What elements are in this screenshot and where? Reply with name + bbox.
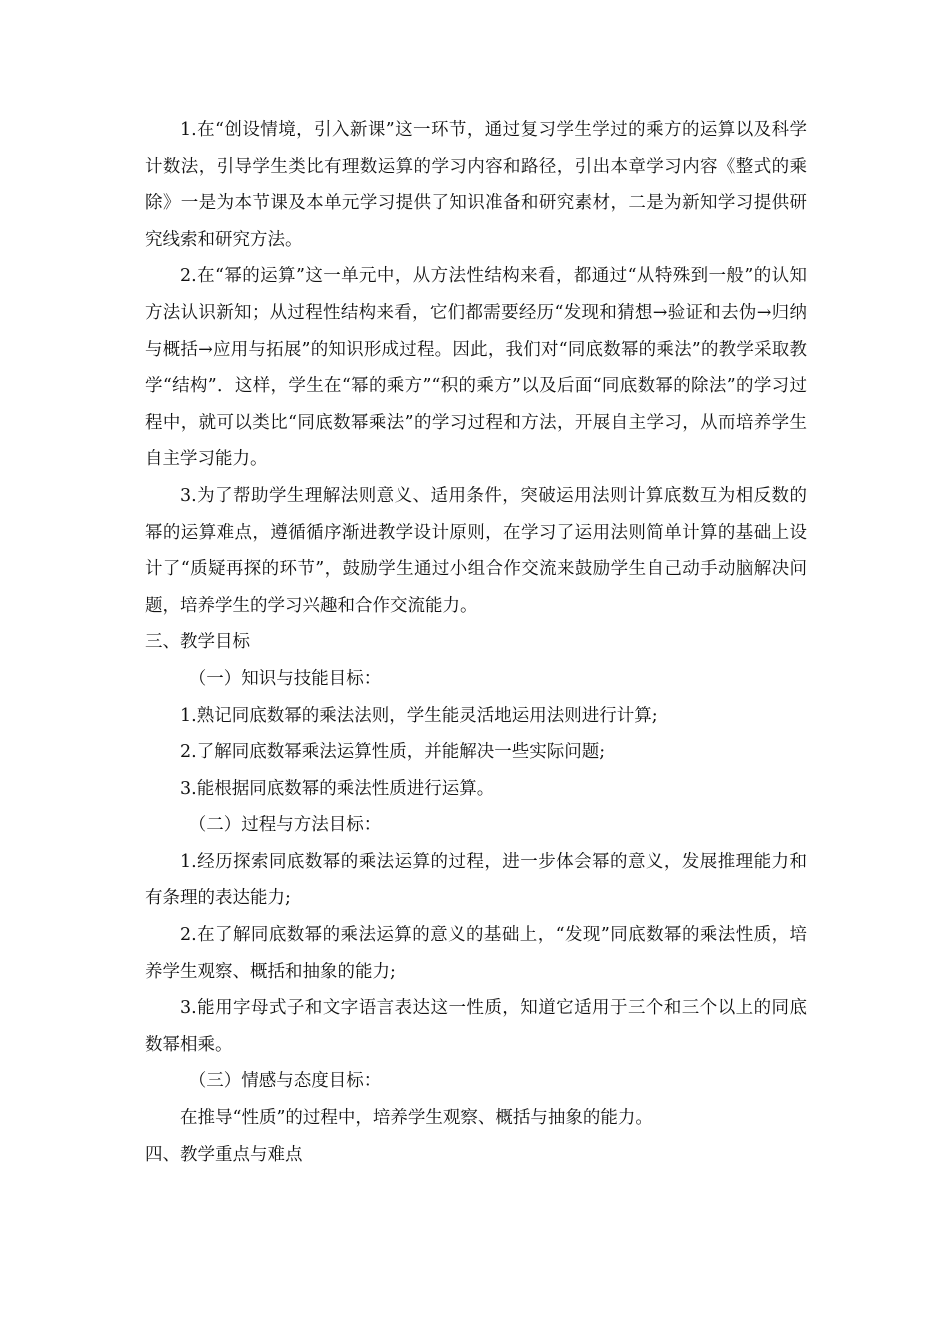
- goal-item: 在推导“性质”的过程中，培养学生观察、概括与抽象的能力。: [180, 1108, 653, 1129]
- paragraph-2: 2.在“幂的运算”这一单元中，从方法性结构来看，都通过“从特殊到一般”的认知方法认识新知；从过程性结构来看，它们都需要经历“发现和猜想→验证和去伪→归纳与概括→应用与拓展”的知识形成过程。因此，我们对“同底数幂的乘法”的教学采取教学“结构”．这样，学生在“幂的乘方”“积的乘方”以及后面“同底数幂的除法”的学习过程中，就可以类比“同底数幂乘法”的学习过程和方法，开展自主学习，从而培养学生自主学习能力。: [145, 266, 807, 470]
- goal-item: 2.了解同底数幂乘法运算性质，并能解决一些实际问题;: [180, 742, 606, 763]
- subheading-emotion-attitude: （三）情感与态度目标：: [188, 1071, 382, 1092]
- goal-item: 1.经历探索同底数幂的乘法运算的过程，进一步体会幂的意义，发展推理能力和有条理的表达能力;: [145, 851, 807, 909]
- paragraph-1: 1.在“创设情境，引入新课”这一环节，通过复习学生学过的乘方的运算以及科学计数法，引导学生类比有理数运算的学习内容和路径，引出本章学习内容《整式的乘除》一是为本节课及本单元学习提供了知识准备和研究素材，二是为新知学习提供研究线索和研究方法。: [145, 120, 807, 250]
- section-heading-teaching-goals: 三、教学目标: [145, 632, 250, 653]
- subheading-process-methods: （二）过程与方法目标：: [188, 815, 382, 836]
- goal-item: 3.能用字母式子和文字语言表达这一性质，知道它适用于三个和三个以上的同底数幂相乘。: [145, 998, 807, 1055]
- document-body: [145, 112, 807, 1173]
- goal-item: 2.在了解同底数幂的乘法运算的意义的基础上，“发现”同底数幂的乘法性质，培养学生观察、概括和抽象的能力;: [145, 925, 807, 982]
- paragraph-3: 3.为了帮助学生理解法则意义、适用条件，突破运用法则计算底数互为相反数的幂的运算难点，遵循循序渐进教学设计原则，在学习了运用法则简单计算的基础上设计了“质疑再探的环节”，鼓励学生通过小组合作交流来鼓励学生自己动手动脑解决问题，培养学生的学习兴趣和合作交流能力。: [145, 485, 807, 616]
- subheading-knowledge-skills: （一）知识与技能目标：: [188, 668, 382, 689]
- goal-item: 1.熟记同底数幂的乘法法则，学生能灵活地运用法则进行计算;: [180, 705, 658, 726]
- goal-item: 3.能根据同底数幂的乘法性质进行运算。: [180, 778, 495, 799]
- section-heading-key-points: 四、教学重点与难点: [145, 1144, 303, 1165]
